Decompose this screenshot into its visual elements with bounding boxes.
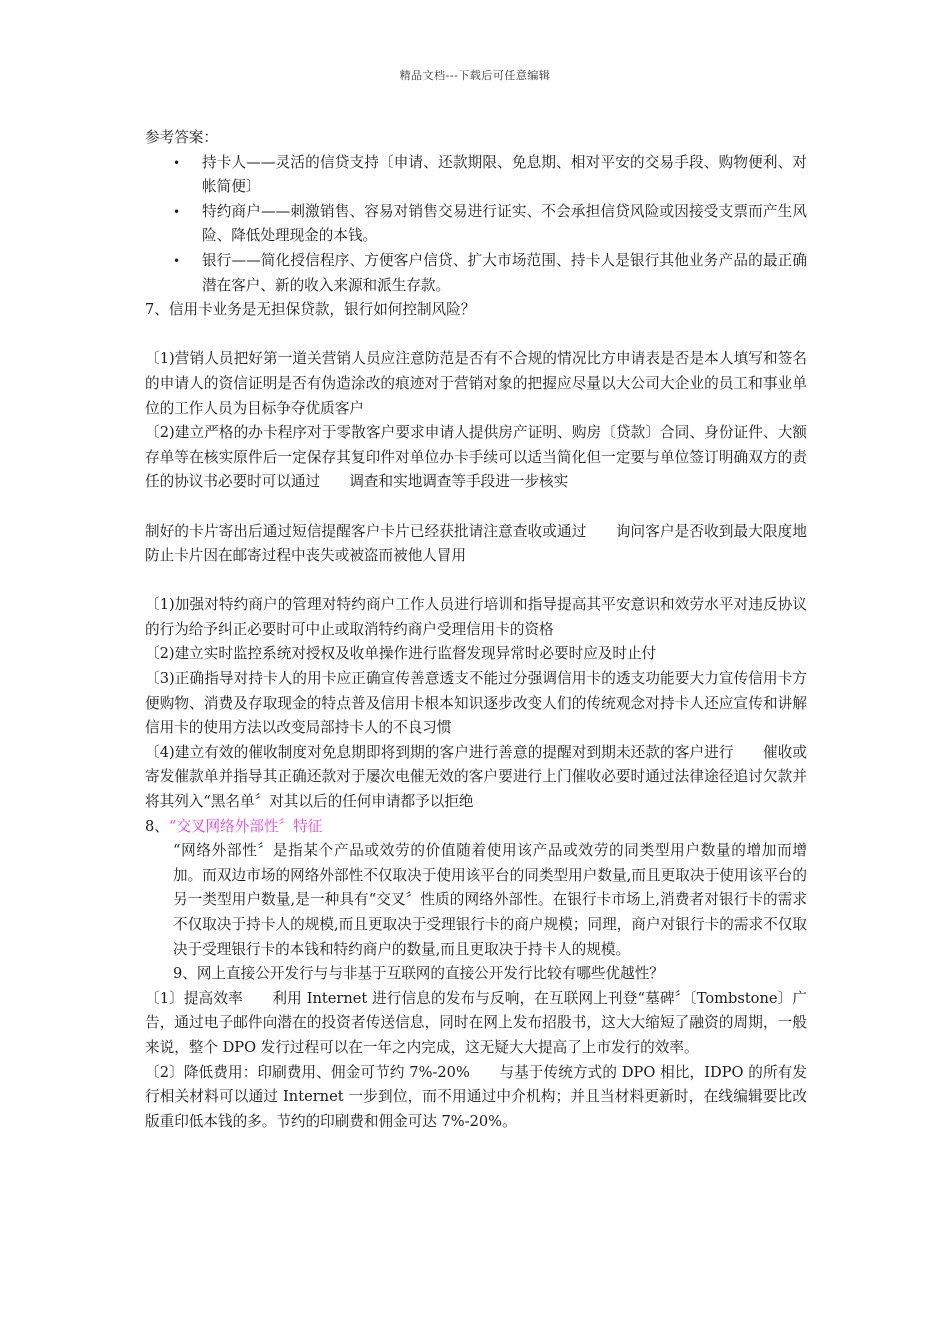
answer-bullet-list [145, 151, 807, 299]
blank-line [145, 569, 807, 594]
bullet-item [145, 200, 807, 249]
question-8-title: “交叉网络外部性〞特征 [168, 817, 323, 835]
document-body [145, 126, 807, 1134]
bullet-icon: • [173, 253, 181, 268]
paragraph: 〔2)建立严格的办卡程序对于零散客户要求申请人提供房产证明、购房〔贷款〕合同、身份证件、大额存单等在核实原件后一定保存其复印件对单位办卡手续可以适当简化但一定要与单位签订明确双方的责任的协议书必要时可以通过 调查和实地调查等手段进一步核实 [145, 424, 807, 491]
paragraph: 〔1)加强对特约商户的管理对特约商户工作人员进行培训和指导提高其平安意识和效劳水平对违反协议的行为给予纠正必要时可中止或取消特约商户受理信用卡的资格 [145, 596, 807, 638]
paragraph: 〔2〕降低费用：印刷费用、佣金可节约 7%-20% 与基于传统方式的 DPO 相比，IDPO 的所有发行相关材料可以通过 Internet 一步到位，而不用通过中介机构；并且当材料更新时，在线编辑要比改版重印低本钱的多。节约的印刷费和佣金可达 7%-20%。 [145, 1063, 807, 1130]
paragraph: “网络外部性〞是指某个产品或效劳的价值随着使用该产品或效劳的同类型用户数量的增加而增加。而双边市场的网络外部性不仅取决于使用该平台的同类型用户数量,而且更取决于使用该平台的另一类型用户数量,是一种具有“交叉〞性质的网络外部性。在银行卡市场上,消费者对银行卡的需求不仅取决于持卡人的规模,而且更取决于受理银行卡的商户规模；同理，商户对银行卡的需求不仅取决于受理银行卡的本钱和特约商户的数量,而且更取决于持卡人的规模。 [173, 842, 807, 958]
question-7: 7、信用卡业务是无担保贷款，银行如何控制风险？ [145, 301, 476, 319]
blank-line [145, 495, 807, 520]
answer-label: 参考答案： [145, 129, 218, 146]
bullet-icon: • [173, 204, 181, 219]
paragraph: 〔2)建立实时监控系统对授权及收单操作进行监督发现异常时必要时应及时止付 [145, 645, 657, 663]
bullet-item [145, 151, 807, 200]
bullet-text: 特约商户——刺激销售、容易对销售交易进行证实、不会承担信贷风险或因接受支票而产生风险、降低处理现金的本钱。 [202, 202, 807, 245]
blank-line [145, 323, 807, 348]
bullet-text: 银行——简化授信程序、方便客户信贷、扩大市场范围、持卡人是银行其他业务产品的最正确潜在客户、新的收入来源和派生存款。 [202, 251, 807, 294]
paragraph: 〔3)正确指导对持卡人的用卡应正确宣传善意透支不能过分强调信用卡的透支功能要大力宣传信用卡方便购物、消费及存取现金的特点普及信用卡根本知识逐步改变人们的传统观念对持卡人还应宣传和讲解信用卡的使用方法以改变局部持卡人的不良习惯 [145, 670, 807, 737]
paragraph: 〔1)营销人员把好第一道关营销人员应注意防范是否有不合规的情况比方申请表是否是本人填写和签名的申请人的资信证明是否有伪造涂改的痕迹对于营销对象的把握应尽量以大公司大企业的员工和事业单位的工作人员为目标争夺优质客户 [145, 350, 807, 417]
question-9: 9、网上直接公开发行与与非基于互联网的直接公开发行比较有哪些优越性？ [173, 965, 664, 983]
question-8 [145, 815, 807, 840]
bullet-text: 持卡人——灵活的信贷支持〔申请、还款期限、免息期、相对平安的交易手段、购物便利、对帐简便〕 [202, 153, 807, 196]
question-number: 8、 [145, 817, 169, 835]
paragraph: 制好的卡片寄出后通过短信提醒客户卡片已经获批请注意查收或通过 询问客户是否收到最大限度地防止卡片因在邮寄过程中丧失或被盗而被他人冒用 [145, 522, 807, 565]
paragraph: 〔1〕提高效率 利用 Internet 进行信息的发布与反响，在互联网上刊登“墓碑〞〔Tombstone〕广告，通过电子邮件向潜在的投资者传送信息，同时在网上发布招股书，这大大缩短了融资的周期，一般来说，整个 DPO 发行过程可以在一年之内完成，这无疑大大提高了上市发行的效率。 [145, 989, 807, 1056]
bullet-item [145, 249, 807, 298]
page-header: 精品文档---下载后可任意编辑 [399, 69, 551, 82]
bullet-icon: • [173, 155, 181, 170]
paragraph: 〔4)建立有效的催收制度对免息期即将到期的客户进行善意的提醒对到期未还款的客户进行 催收或寄发催款单并指导其正确还款对于屡次电催无效的客户要进行上门催收必要时通过法律途径追讨欠款并将其列入“黑名单〞对其以后的任何申请都予以拒绝 [145, 743, 807, 811]
